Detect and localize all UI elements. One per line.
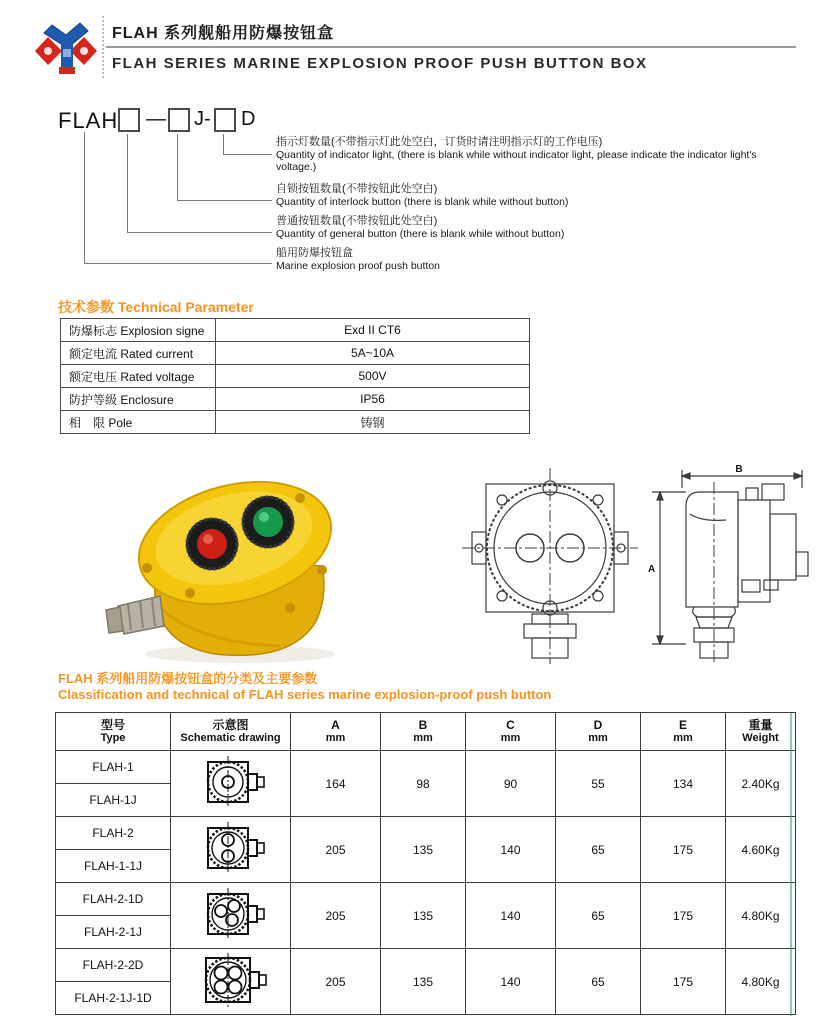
table-row: [56, 751, 796, 784]
schematic-1-button: [171, 751, 291, 817]
table-row: [61, 388, 530, 411]
param-value: Exd II CT6: [216, 319, 530, 342]
col-header-type: 型号 Type: [56, 713, 171, 751]
cable-gland: [106, 596, 164, 634]
schematic-2-buttons: [171, 817, 291, 883]
dim-b: 98: [381, 751, 466, 817]
dim-e: 175: [641, 817, 726, 883]
classification-title-en: Classification and technical of FLAH series marine explosion-proof push button: [58, 687, 552, 702]
weight: 2.40Kg: [726, 751, 796, 817]
dim-b: 135: [381, 883, 466, 949]
model-box-indicator: [214, 108, 236, 132]
green-button: [242, 496, 294, 548]
param-label: 额定电流 Rated current: [61, 342, 216, 365]
dim-e: 175: [641, 883, 726, 949]
model-box-interlock: [168, 108, 190, 132]
schematic-3-buttons: [171, 883, 291, 949]
col-header-a: A mm: [291, 713, 381, 751]
param-value: 5A~10A: [216, 342, 530, 365]
annotation-general-en: Quantity of general button (there is blank while without button): [276, 228, 565, 240]
param-label: 额定电压 Rated voltage: [61, 365, 216, 388]
param-label: 防护等级 Enclosure: [61, 388, 216, 411]
weight: 4.80Kg: [726, 949, 796, 1015]
table-row: [56, 883, 796, 916]
classification-table: [55, 712, 796, 1015]
col-header-schematic: 示意图 Schematic drawing: [171, 713, 291, 751]
annotation-box: [276, 247, 796, 272]
dim-d: 65: [556, 817, 641, 883]
table-row: [56, 817, 796, 850]
dim-b: 135: [381, 949, 466, 1015]
dim-c: 140: [466, 883, 556, 949]
dim-d: 55: [556, 751, 641, 817]
leader-line-box: [84, 132, 272, 264]
dim-d: 65: [556, 883, 641, 949]
table-row: [56, 949, 796, 982]
title-rule: [106, 46, 796, 48]
annotation-general: [276, 215, 796, 240]
model-name: FLAH-2-2D: [56, 949, 171, 982]
model-code-j: J-: [194, 108, 211, 130]
dim-e: 134: [641, 751, 726, 817]
model-prefix: FLAH: [58, 108, 119, 133]
dim-c: 140: [466, 817, 556, 883]
param-label: 相 限 Pole: [61, 411, 216, 434]
weight: 4.80Kg: [726, 883, 796, 949]
dim-d: 65: [556, 949, 641, 1015]
annotation-indicator-zh: 指示灯数量(不带指示灯此处空白，订货时请注明指示灯的工作电压): [276, 136, 603, 148]
schematic-4-buttons: [171, 949, 291, 1015]
annotation-interlock: [276, 183, 796, 208]
weight: 4.60Kg: [726, 817, 796, 883]
scan-artifact-line: [790, 713, 792, 1016]
model-dash: —: [146, 108, 166, 130]
model-name: FLAH-1-1J: [56, 850, 171, 883]
model-name: FLAH-2: [56, 817, 171, 850]
dim-c: 140: [466, 949, 556, 1015]
annotation-indicator-en: Quantity of indicator light, (there is blank while without indicator light, please indicate the indicator light's voltage.): [276, 149, 757, 173]
dim-e: 175: [641, 949, 726, 1015]
dim-a: 205: [291, 949, 381, 1015]
annotation-box-zh: 船用防爆按钮盒: [276, 247, 353, 259]
col-header-weight: 重量 Weight: [726, 713, 796, 751]
table-row: [61, 365, 530, 388]
param-value: 500V: [216, 365, 530, 388]
dim-c: 90: [466, 751, 556, 817]
header-divider: [102, 16, 104, 78]
col-header-e: E mm: [641, 713, 726, 751]
param-value: 铸钢: [216, 411, 530, 434]
model-name: FLAH-2-1D: [56, 883, 171, 916]
company-logo: [34, 13, 98, 81]
table-row: [61, 342, 530, 365]
model-name: FLAH-2-1J: [56, 916, 171, 949]
col-header-d: D mm: [556, 713, 641, 751]
model-name: FLAH-1: [56, 751, 171, 784]
dim-a: 205: [291, 817, 381, 883]
dim-b: 135: [381, 817, 466, 883]
annotation-interlock-en: Quantity of interlock button (there is blank while without button): [276, 196, 569, 208]
classification-title-zh: FLAH 系列船用防爆按钮盒的分类及主要参数: [58, 671, 318, 686]
model-name: FLAH-1J: [56, 784, 171, 817]
dimension-b-label: B: [735, 464, 743, 475]
drawing-front-view: [458, 466, 643, 666]
red-button: [186, 518, 238, 570]
table-header-row: [56, 713, 796, 751]
product-photo: [100, 458, 370, 668]
annotation-box-en: Marine explosion proof push button: [276, 260, 441, 272]
tech-parameter-title: 技术参数 Technical Parameter: [58, 299, 254, 315]
dim-a: 164: [291, 751, 381, 817]
param-label: 防爆标志 Explosion signe: [61, 319, 216, 342]
dimension-a-label: A: [648, 564, 656, 575]
col-header-c: C mm: [466, 713, 556, 751]
annotation-indicator: [276, 136, 796, 173]
tech-parameter-table: [60, 318, 530, 434]
table-row: [61, 319, 530, 342]
drawing-side-view: [642, 462, 817, 667]
model-code-d: D: [241, 108, 256, 130]
annotation-interlock-zh: 自锁按钮数量(不带按钮此处空白): [276, 183, 438, 195]
col-header-b: B mm: [381, 713, 466, 751]
dim-a: 205: [291, 883, 381, 949]
table-row: [61, 411, 530, 434]
annotation-general-zh: 普通按钮数量(不带按钮此处空白): [276, 215, 438, 227]
model-name: FLAH-2-1J-1D: [56, 982, 171, 1015]
page-title-en: FLAH SERIES MARINE EXPLOSION PROOF PUSH BUTTON BOX: [112, 55, 648, 72]
param-value: IP56: [216, 388, 530, 411]
model-box-general: [118, 108, 140, 132]
page-title-zh: FLAH 系列舰船用防爆按钮盒: [112, 25, 335, 42]
